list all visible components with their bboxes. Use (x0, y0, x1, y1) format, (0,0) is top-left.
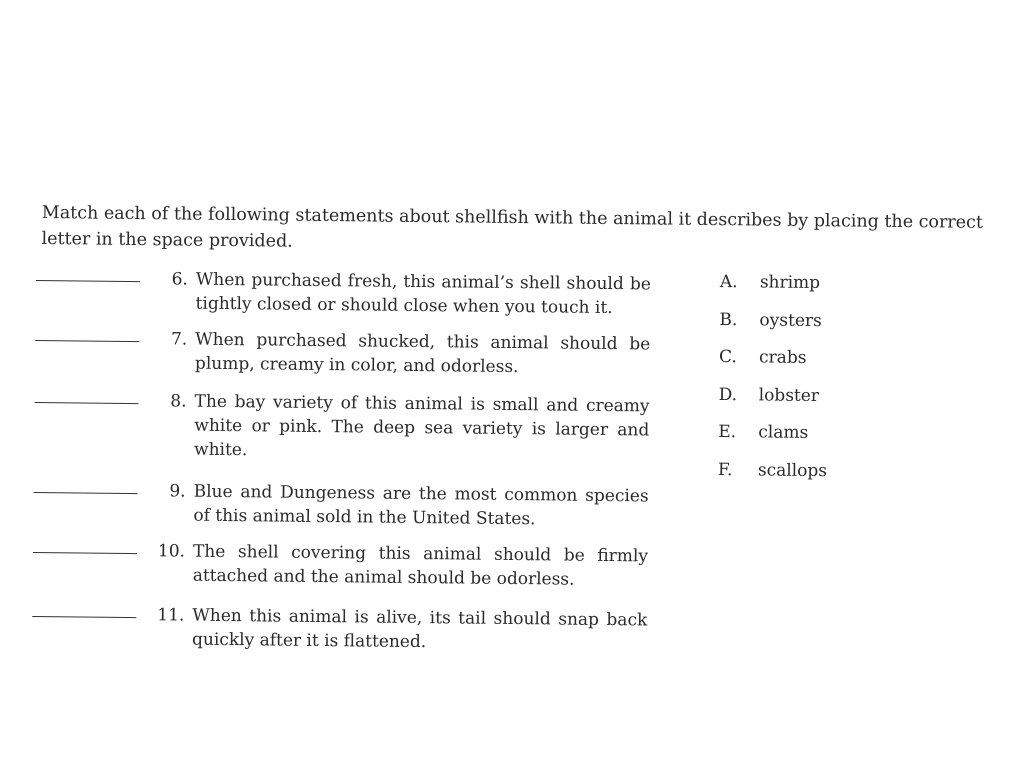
question-list (32, 266, 656, 668)
question-text: When purchased shucked, this animal should be plump, creamy in color, and odorless. (194, 329, 651, 378)
choice-label: oysters (759, 309, 822, 331)
choice-label: clams (758, 422, 809, 443)
answer-choices (718, 270, 829, 496)
question-item (35, 326, 656, 394)
choice-letter: D. (718, 384, 738, 405)
answer-blank[interactable] (32, 602, 136, 618)
choice-item (719, 307, 828, 346)
question-text: The shell covering this animal should be firmly attached and the animal should be odorless. (192, 541, 649, 590)
answer-blank[interactable] (35, 326, 139, 342)
choice-label: crabs (758, 347, 807, 368)
question-number: 11. (157, 605, 185, 626)
choice-item (718, 382, 827, 421)
answer-blank[interactable] (33, 538, 137, 554)
choice-label: lobster (758, 384, 820, 406)
question-number: 8. (170, 391, 187, 412)
question-item (32, 538, 653, 608)
instructions-text: Match each of the following statements about shellfish with the animal it describes by placing the correct letter in the space provided. (41, 202, 984, 252)
choice-letter: A. (719, 271, 738, 293)
question-text: Blue and Dungeness are the most common species of this animal sold in the United States. (193, 481, 649, 530)
question-number: 9. (169, 481, 186, 502)
choice-item (719, 345, 828, 384)
choice-letter: B. (719, 309, 738, 330)
question-item (35, 266, 656, 332)
question-item (33, 478, 654, 544)
question-number: 10. (157, 541, 186, 562)
choice-label: scallops (757, 459, 828, 481)
choice-letter: C. (718, 346, 738, 368)
question-text: When this animal is alive, its tail should snap back quickly after it is flattened. (191, 605, 648, 653)
question-item (34, 388, 655, 484)
choice-letter: E. (718, 421, 737, 443)
answer-blank[interactable] (34, 478, 138, 494)
answer-blank[interactable] (35, 388, 139, 404)
choice-item (720, 270, 829, 309)
question-text: The bay variety of this animal is small and creamy white or pink. The deep sea variety is larger and white. (193, 391, 650, 461)
question-number: 6. (171, 269, 188, 290)
question-item (32, 602, 653, 668)
choice-item (718, 420, 827, 459)
choice-label: shrimp (759, 272, 821, 294)
question-text: When purchased fresh, this animal’s shell should be tightly closed or should close when you touch it. (195, 269, 651, 319)
choice-letter: F. (717, 459, 733, 480)
answer-blank[interactable] (36, 266, 140, 282)
choice-item (718, 457, 827, 496)
question-number: 7. (170, 329, 188, 350)
